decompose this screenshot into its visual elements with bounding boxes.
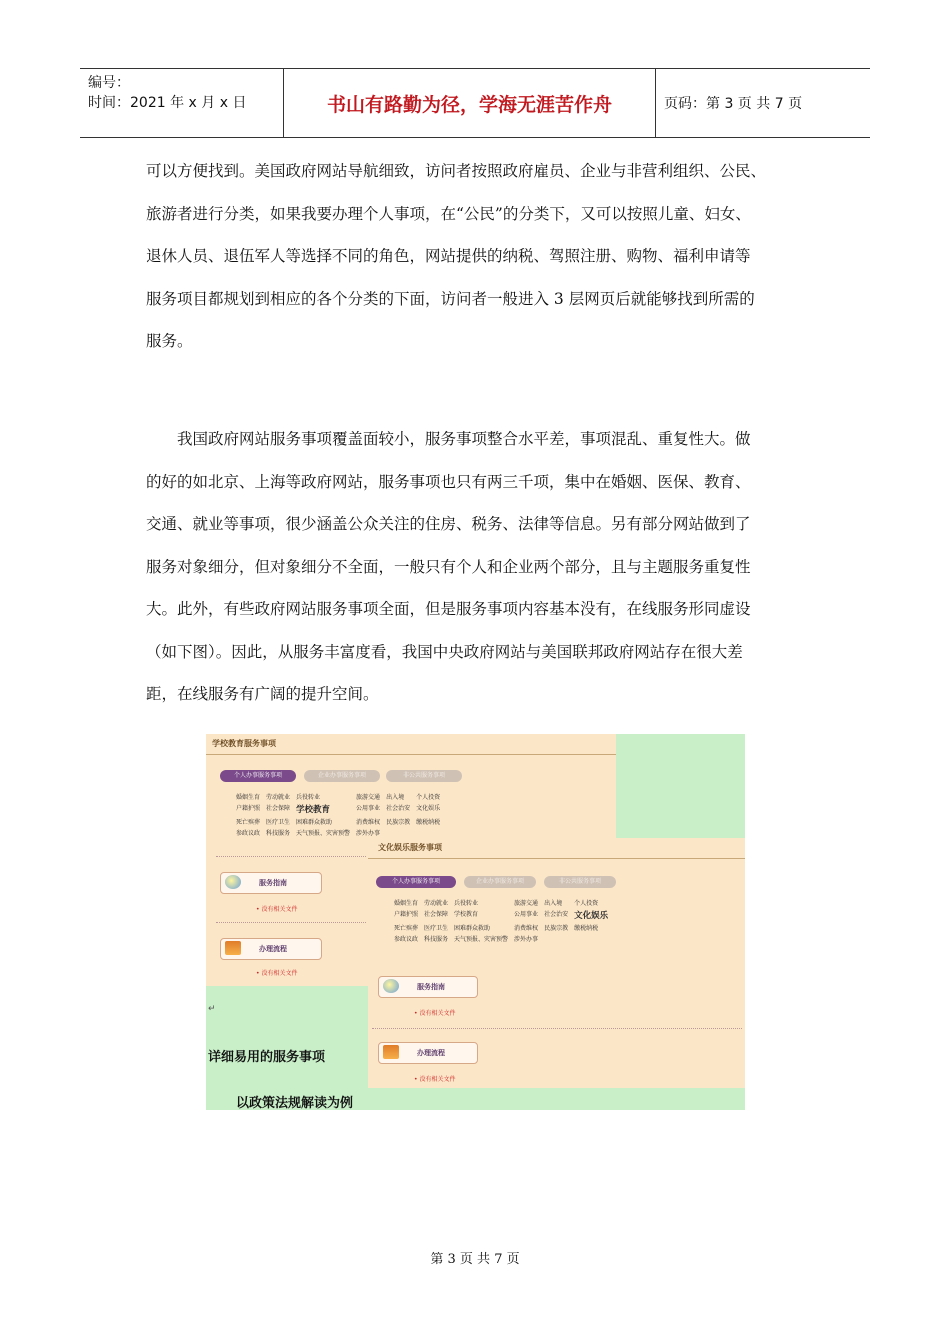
service-item[interactable]: 困难群众救助 xyxy=(454,925,491,932)
service-item[interactable]: 社会保障 xyxy=(266,805,291,812)
service-item[interactable]: 个人投资 xyxy=(416,794,441,801)
service-item[interactable]: 旅游交通 xyxy=(514,900,539,907)
service-item[interactable]: 缴税纳税 xyxy=(574,925,599,932)
service-item[interactable]: 公用事业 xyxy=(514,911,539,918)
time-label: 时间：2021 年 x 月 x 日 xyxy=(88,95,247,111)
header-motto: 书山有路勤为径，学海无涯苦作舟 xyxy=(326,93,612,116)
panel-title: 学校教育服务事项 xyxy=(212,739,276,748)
no-file-link[interactable]: • 没有相关文件 xyxy=(256,906,298,913)
service-item[interactable]: 社会保障 xyxy=(424,911,449,918)
service-item[interactable]: 婚姻生育 xyxy=(236,794,261,801)
divider xyxy=(372,1028,742,1029)
service-item[interactable]: 天气预报、灾害预警 xyxy=(296,830,351,837)
tab-public[interactable]: 非公共服务事项 xyxy=(544,876,616,888)
service-item[interactable]: 天气预报、灾害预警 xyxy=(454,936,509,943)
service-item[interactable]: 涉外办事 xyxy=(514,936,539,943)
no-file-link[interactable]: • 没有相关文件 xyxy=(414,1010,456,1017)
no-file-link[interactable]: • 没有相关文件 xyxy=(414,1076,456,1083)
service-item[interactable]: 科技服务 xyxy=(424,936,449,943)
service-item[interactable]: 学校教育 xyxy=(454,911,479,918)
service-item[interactable]: 兵役转业 xyxy=(296,794,321,801)
service-item xyxy=(574,934,608,943)
paragraph-1 xyxy=(146,150,806,363)
service-item[interactable]: 社会治安 xyxy=(386,805,411,812)
header-divider xyxy=(655,69,656,137)
caption-usable-services: 详细易用的服务事项 xyxy=(208,1050,326,1065)
service-item[interactable]: 旅游交通 xyxy=(356,794,381,801)
process-button[interactable] xyxy=(220,938,322,960)
divider xyxy=(206,754,616,755)
embedded-screenshot xyxy=(206,734,745,1110)
guide-icon xyxy=(225,875,241,889)
service-item[interactable]: 医疗卫生 xyxy=(266,819,291,826)
service-item[interactable]: 文化娱乐 xyxy=(416,805,441,812)
number-label: 编号： xyxy=(88,75,130,91)
text-line: 服务项目都规划到相应的各个分类的下面，访问者一般进入 3 层网页后就能够找到所需的 xyxy=(146,289,755,308)
books-icon xyxy=(383,1045,399,1059)
process-label: 办理流程 xyxy=(417,1049,445,1057)
service-item[interactable]: 出入境 xyxy=(544,900,563,907)
service-item[interactable]: 医疗卫生 xyxy=(424,925,449,932)
service-item[interactable]: 民族宗教 xyxy=(544,925,569,932)
panel-title: 文化娱乐服务事项 xyxy=(378,843,442,852)
service-item[interactable]: 参政议政 xyxy=(236,830,261,837)
service-item[interactable]: 死亡殡葬 xyxy=(394,925,419,932)
service-item[interactable]: 出入境 xyxy=(386,794,405,801)
service-item[interactable]: 户籍护照 xyxy=(236,805,261,812)
text-line: 距，在线服务有广阔的提升空间。 xyxy=(146,685,379,703)
service-item[interactable]: 户籍护照 xyxy=(394,911,419,918)
panel-culture-entertainment xyxy=(368,838,745,1088)
service-item[interactable]: 个人投资 xyxy=(574,900,599,907)
service-item[interactable]: 公用事业 xyxy=(356,805,381,812)
service-item[interactable]: 学校教育 xyxy=(296,805,331,815)
text-line: 交通、就业等事项，很少涵盖公众关注的住房、税务、法律等信息。另有部分网站做到了 xyxy=(146,515,751,533)
service-item[interactable]: 科技服务 xyxy=(266,830,291,837)
process-button[interactable] xyxy=(378,1042,478,1064)
service-item[interactable]: 涉外办事 xyxy=(356,830,381,837)
page-header xyxy=(80,68,870,138)
text-line: 旅游者进行分类，如果我要办理个人事项，在“公民”的分类下，又可以按照儿童、妇女、 xyxy=(146,204,751,223)
books-icon xyxy=(225,941,241,955)
service-item-grid xyxy=(394,898,608,943)
page-footer: 第 3 页 共 7 页 xyxy=(430,1252,520,1267)
tab-personal[interactable]: 个人办事服务事项 xyxy=(220,770,296,782)
service-item[interactable]: 消费维权 xyxy=(514,925,539,932)
tab-public[interactable]: 非公共服务事项 xyxy=(386,770,462,782)
no-file-link[interactable]: • 没有相关文件 xyxy=(256,970,298,977)
text-line: 服务。 xyxy=(146,332,193,350)
text-line: 可以方便找到。美国政府网站导航细致，访问者按照政府雇员、企业与非营利组织、公民、 xyxy=(146,162,767,180)
divider xyxy=(216,922,366,923)
service-item xyxy=(416,828,440,837)
guide-label: 服务指南 xyxy=(259,879,287,887)
tab-enterprise[interactable]: 企业办事服务事项 xyxy=(464,876,536,888)
text-line: 大。此外，有些政府网站服务事项全面，但是服务事项内容基本没有，在线服务形同虚设 xyxy=(146,600,751,618)
service-item xyxy=(386,828,410,837)
service-item[interactable]: 劳动就业 xyxy=(424,900,449,907)
tab-enterprise[interactable]: 企业办事服务事项 xyxy=(304,770,380,782)
text-line: 退休人员、退伍军人等选择不同的角色，网站提供的纳税、驾照注册、购物、福利申请等 xyxy=(146,247,751,265)
process-label: 办理流程 xyxy=(259,945,287,953)
service-item[interactable]: 缴税纳税 xyxy=(416,819,441,826)
guide-label: 服务指南 xyxy=(417,983,445,991)
service-item[interactable]: 民族宗教 xyxy=(386,819,411,826)
service-item[interactable]: 社会治安 xyxy=(544,911,569,918)
text-line: 服务对象细分，但对象细分不全面，一般只有个人和企业两个部分，且与主题服务重复性 xyxy=(146,557,751,576)
service-item[interactable]: 兵役转业 xyxy=(454,900,479,907)
service-item xyxy=(544,934,568,943)
paragraph-2 xyxy=(146,418,806,716)
guide-icon xyxy=(383,979,399,993)
text-line: 的好的如北京、上海等政府网站，服务事项也只有两三千项，集中在婚姻、医保、教育、 xyxy=(146,472,751,491)
tab-personal[interactable]: 个人办事服务事项 xyxy=(376,876,456,888)
service-item[interactable]: 婚姻生育 xyxy=(394,900,419,907)
divider xyxy=(216,856,366,857)
service-item-grid xyxy=(236,792,440,837)
header-page-label: 页码：第 3 页 共 7 页 xyxy=(664,96,803,112)
service-item[interactable]: 消费维权 xyxy=(356,819,381,826)
header-meta xyxy=(88,73,283,113)
service-item[interactable]: 劳动就业 xyxy=(266,794,291,801)
service-item[interactable]: 文化娱乐 xyxy=(574,911,609,921)
return-mark: ↵ xyxy=(208,1004,216,1014)
service-item[interactable]: 困难群众救助 xyxy=(296,819,333,826)
text-line: （如下图）。因此，从服务丰富度看，我国中央政府网站与美国联邦政府网站存在很大差 xyxy=(146,642,743,661)
divider xyxy=(368,858,745,859)
guide-button[interactable] xyxy=(220,872,322,894)
guide-button[interactable] xyxy=(378,976,478,998)
service-item[interactable]: 参政议政 xyxy=(394,936,419,943)
service-item[interactable]: 死亡殡葬 xyxy=(236,819,261,826)
caption-policy-example: 以政策法规解读为例 xyxy=(236,1096,354,1110)
text-line: 我国政府网站服务事项覆盖面较小，服务事项整合水平差，事项混乱、重复性大。做 xyxy=(146,430,751,448)
